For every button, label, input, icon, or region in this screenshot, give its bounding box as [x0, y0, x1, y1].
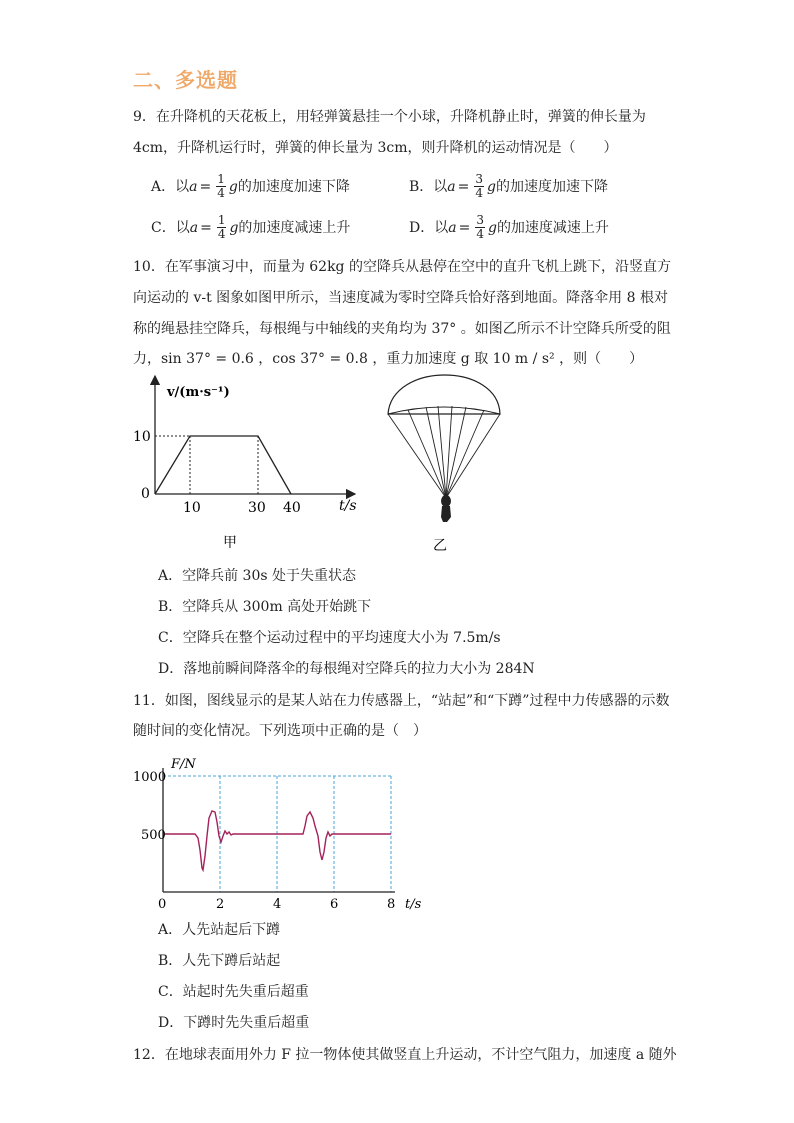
q9-option-c: C．以 a = $\frac{1}{4}$ g 的加速度减速上升 — [151, 213, 351, 241]
vt-graph-figure — [133, 370, 373, 560]
q9-line-2: 4cm，升降机运行时，弹簧的伸长量为 3cm，则升降机的运动情况是（ ） — [133, 140, 618, 156]
q11-line-1: 11．如图，图线显示的是某人站在力传感器上，“站起”和“下蹲”过程中力传感器的示数 — [133, 693, 670, 709]
vt-origin: 0 — [141, 486, 150, 502]
vt-y-label: v/(m·s⁻¹) — [167, 385, 230, 400]
q10-option-a: A．空降兵前 30s 处于失重状态 — [158, 568, 357, 584]
force-chart — [133, 750, 433, 915]
q9-option-b: B．以 a = $\frac{3}{4}$ g 的加速度加速下降 — [409, 172, 608, 200]
q11-option-c: C．站起时先失重后超重 — [158, 984, 309, 1000]
q11-option-a: A．人先站起后下蹲 — [158, 922, 281, 938]
force-tick-0: 0 — [158, 897, 167, 912]
vt-curve — [155, 436, 291, 494]
q10-line-4: 力，sin 37° = 0.6 ，cos 37° = 0.8 ，重力加速度 g 取 10 m / s² ，则（ ） — [133, 351, 644, 367]
q10-option-c: C．空降兵在整个运动过程中的平均速度大小为 7.5m/s — [158, 630, 501, 646]
parachute-figure — [380, 370, 510, 560]
q11-line-2: 随时间的变化情况。下列选项中正确的是（ ） — [133, 723, 427, 739]
section-title: 二、多选题 — [133, 68, 238, 92]
parachute-caption: 乙 — [433, 538, 447, 554]
q10-line-3: 称的绳悬挂空降兵，每根绳与中轴线的夹角均为 37° 。如图乙所示不计空降兵所受的阻 — [133, 321, 671, 337]
force-y-label: F/N — [171, 757, 196, 772]
q10-line-2: 向运动的 v-t 图象如图甲所示，当速度减为零时空降兵恰好落到地面。降落伞用 8 根对 — [133, 290, 668, 306]
vt-tick-40: 40 — [283, 500, 301, 516]
q10-option-b: B．空降兵从 300m 高处开始跳下 — [158, 599, 372, 615]
parachute-canopy — [388, 375, 500, 414]
force-x-label: t/s — [405, 897, 422, 912]
q10-line-1: 10．在军事演习中，而量为 62kg 的空降兵从悬停在空中的直升飞机上跳下，沿竖直方 — [133, 259, 671, 275]
vt-caption: 甲 — [223, 535, 237, 551]
parachute-cords — [388, 406, 500, 498]
force-tick-4: 4 — [273, 897, 282, 912]
force-tick-500: 500 — [141, 828, 166, 843]
q9-option-a: A．以 a = $\frac{1}{4}$ g 的加速度加速下降 — [151, 172, 350, 200]
vt-tick-10-y: 10 — [133, 429, 151, 445]
vt-tick-10: 10 — [183, 500, 201, 516]
paratrooper-icon — [441, 495, 451, 522]
q9-option-d: D．以 a = $\frac{3}{4}$ g 的加速度减速上升 — [409, 213, 609, 241]
q9-line-1: 9．在升降机的天花板上，用轻弹簧悬挂一个小球，升降机静止时，弹簧的伸长量为 — [133, 109, 646, 125]
force-tick-1000: 1000 — [133, 770, 167, 785]
force-tick-8: 8 — [387, 897, 396, 912]
force-tick-6: 6 — [330, 897, 339, 912]
force-tick-2: 2 — [216, 897, 225, 912]
q11-option-b: B．人先下蹲后站起 — [158, 953, 281, 969]
vt-tick-30: 30 — [248, 500, 266, 516]
q11-option-d: D．下蹲时先失重后超重 — [158, 1015, 310, 1031]
vt-x-label: t/s — [339, 498, 357, 514]
q12-line-1: 12．在地球表面用外力 F 拉一物体使其做竖直上升运动，不计空气阻力，加速度 a 随外 — [133, 1047, 677, 1063]
q10-option-d: D．落地前瞬间降落伞的每根绳对空降兵的拉力大小为 284N — [158, 661, 535, 677]
